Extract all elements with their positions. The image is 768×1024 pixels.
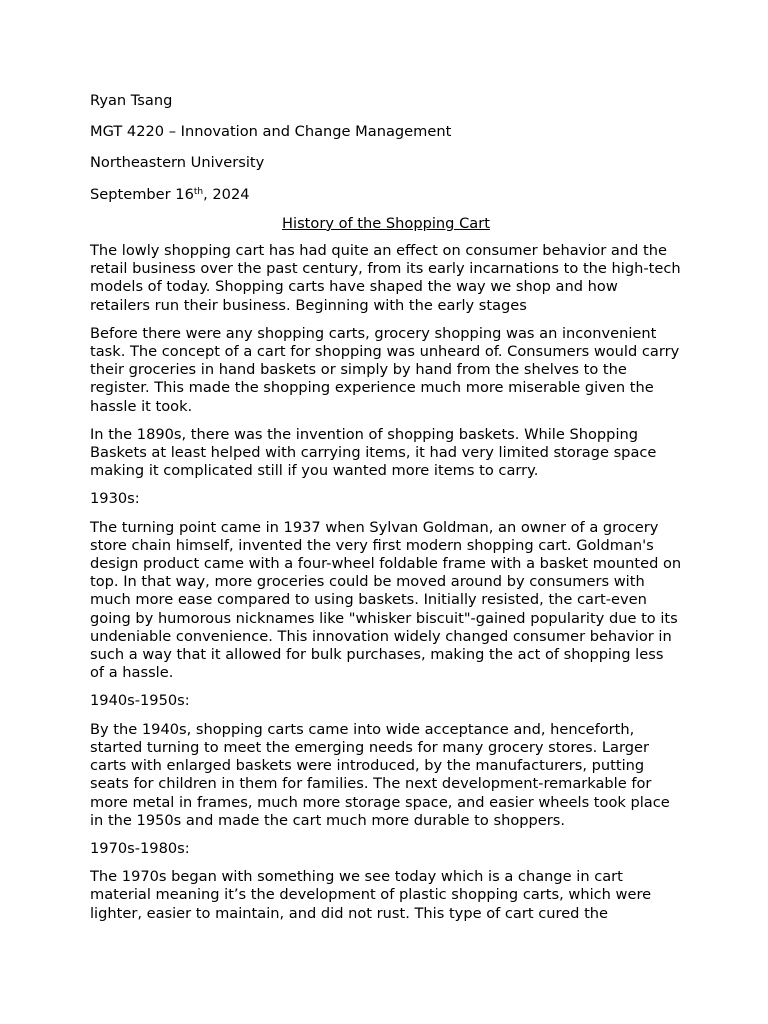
section-heading-1970s: 1970s-1980s: xyxy=(90,839,190,857)
date-ordinal: th xyxy=(193,186,204,197)
school-name: Northeastern University xyxy=(90,154,265,172)
document-date xyxy=(90,186,682,204)
author-name: Ryan Tsang xyxy=(90,92,173,109)
document-page xyxy=(90,92,682,933)
goldman-paragraph: The turning point came in 1937 when Sylvan Goldman, an owner of a grocery store chain himself, invented the very first modern shopping cart. Goldman's design product came with a four-wheel foldable frame with a basket mounted on top. In that way, more groceries could be moved around by consumers with much more ease compared to using baskets. Initially resisted, the cart-even going by humorous nicknames like "whisker biscuit"-gained popularity due to its undeniable convenience. This innovation widely changed consumer behavior in such a way that it allowed for bulk purchases, making the act of shopping less of a hassle. xyxy=(90,518,682,682)
course-name: MGT 4220 – Innovation and Change Management xyxy=(90,123,452,141)
section-heading-1930s: 1930s: xyxy=(90,490,140,508)
before-carts-paragraph: Before there were any shopping carts, grocery shopping was an inconvenient task. The concept of a cart for shopping was unheard of. Consumers would carry their groceries in hand baskets or simply by hand from the shelves to the register. This made the shopping experience much more miserable given the hassle it took. xyxy=(90,324,680,415)
document-title: History of the Shopping Cart xyxy=(282,214,490,232)
date-prefix: September 16 xyxy=(90,185,194,203)
acceptance-paragraph: By the 1940s, shopping carts came into wide acceptance and, henceforth, started turning to meet the emerging needs for many grocery stores. Larger carts with enlarged baskets were introduced, by the manufacturers, putting seats for children in them for families. The next development-remarkable for more metal in frames, much more storage space, and easier wheels took place in the 1950s and made the cart much more durable to shoppers. xyxy=(90,720,670,829)
section-heading-1940s: 1940s-1950s: xyxy=(90,692,190,710)
date-suffix: , 2024 xyxy=(203,185,250,203)
plastic-carts-paragraph: The 1970s began with something we see today which is a change in cart material meaning it’s the development of plastic shopping carts, which were lighter, easier to maintain, and did not rust. This type of cart cured the xyxy=(90,868,652,922)
intro-paragraph: The lowly shopping cart has had quite an effect on consumer behavior and the retail business over the past century, from its early incarnations to the high-tech models of today. Shopping carts have shaped the way we shop and how retailers run their business. Beginning with the early stages xyxy=(90,242,681,314)
baskets-paragraph: In the 1890s, there was the invention of shopping baskets. While Shopping Baskets at least helped with carrying items, it had very limited storage space making it complicated still if you wanted more items to carry. xyxy=(90,425,657,480)
